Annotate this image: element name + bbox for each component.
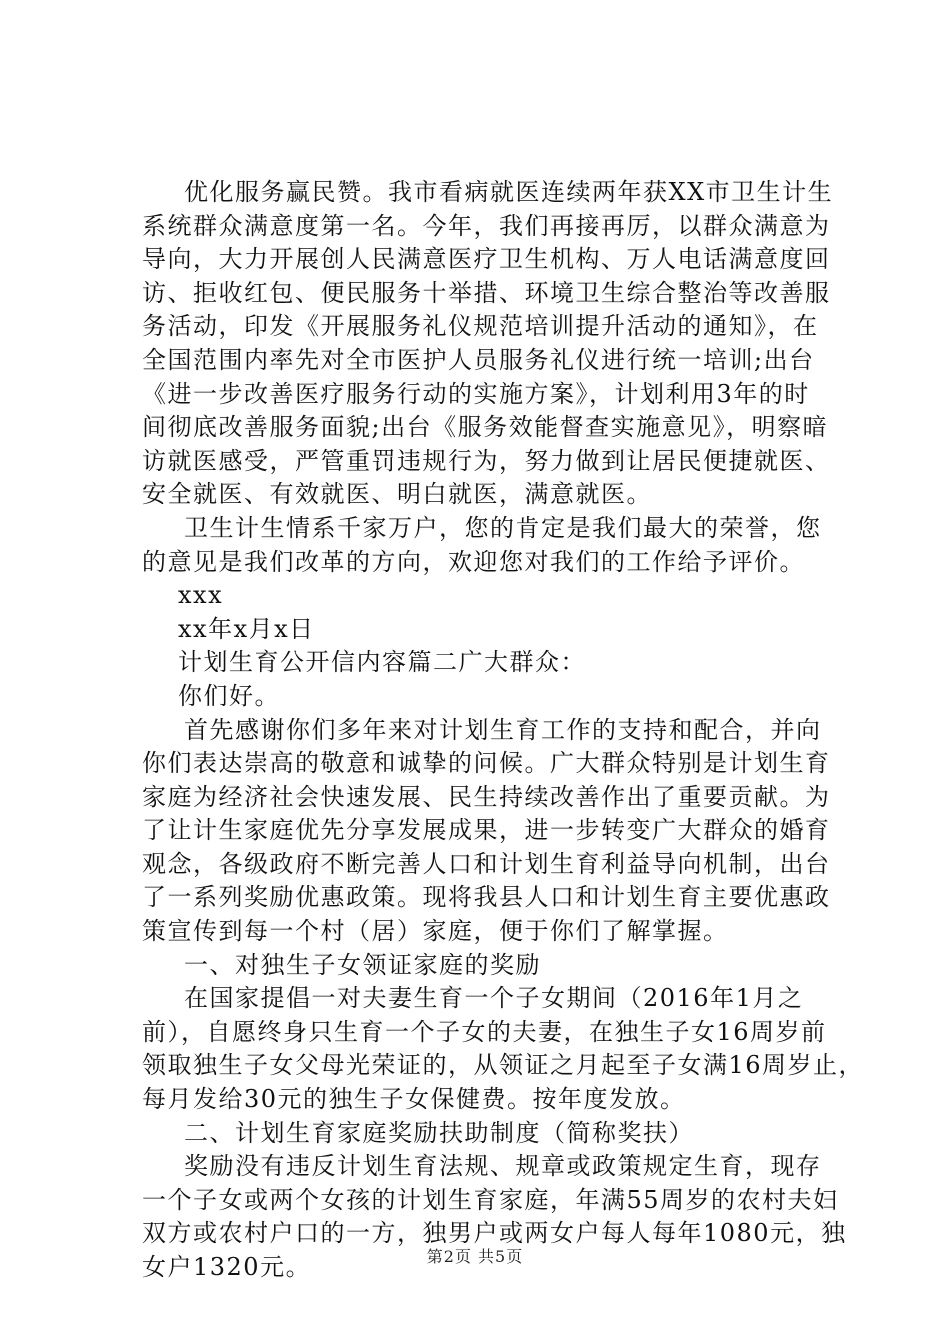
text-line: 在国家提倡一对夫妻生育一个子女期间（2016年1月之 [184,984,804,1013]
paragraph-feedback-invite [142,512,834,579]
document-body [142,176,865,1285]
text-line: 《进一步改善医疗服务行动的实施方案》，计划利用3年的时 [142,379,810,408]
text-line: xxx [178,581,224,610]
text-line: 的意见是我们改革的方向，欢迎您对我们的工作给予评价。 [142,547,805,576]
text-line: 领取独生子女父母光荣证的，从领证之月起至子女满16周岁止， [142,1051,865,1080]
text-line: 安全就医、有效就医、明白就医，满意就医。 [142,480,652,509]
text-line: 每月发给30元的独生子女保健费。按年度发放。 [142,1085,686,1114]
text-line: 了让计生家庭优先分享发展成果，进一步转变广大群众的婚育 [142,816,831,845]
text-line: xx年x月x日 [178,614,315,643]
text-line: 双方或农村户口的一方，独男户或两女户每人每年1080元，独 [142,1219,847,1248]
text-line: 全国范围内率先对全市医护人员服务礼仪进行统一培训;出台 [142,345,815,374]
text-line: 访、拒收红包、便民服务十举措、环境卫生综合整治等改善服 [142,278,831,307]
page-number-footer: 第2页 共5页 [426,1247,524,1266]
text-line: 策宣传到每一个村（居）家庭，便于你们了解掌握。 [142,917,729,946]
text-line: 卫生计生情系千家万户，您的肯定是我们最大的荣誉，您 [184,513,822,542]
text-line: 首先感谢你们多年来对计划生育工作的支持和配合，并向 [184,715,822,744]
text-line: 一个子女或两个女孩的计划生育家庭，年满55周岁的农村夫妇 [142,1185,839,1214]
text-line: 导向，大力开展创人民满意医疗卫生机构、万人电话满意度回 [142,245,831,274]
text-line: 二、计划生育家庭奖励扶助制度（简称奖扶） [184,1118,694,1147]
text-line: 女户1320元。 [142,1253,312,1281]
text-line: 优化服务赢民赞。我市看病就医连续两年获XX市卫生计生 [184,178,834,206]
signature-date [142,613,834,647]
section-heading-letter-two [142,646,834,680]
greeting [142,680,834,714]
paragraph-thanks [142,714,834,949]
heading-one-child-reward [142,949,834,983]
text-line: 你们表达崇高的敬意和诚挚的问候。广大群众特别是计划生育 [142,749,831,778]
text-line: 了一系列奖励优惠政策。现将我县人口和计划生育主要优惠政 [142,883,831,912]
heading-family-reward-system [142,1117,834,1151]
text-line: 访就医感受，严管重罚违规行为，努力做到让居民便捷就医、 [142,446,831,475]
text-line: 系统群众满意度第一名。今年，我们再接再厉，以群众满意为 [142,211,831,240]
paragraph-service-praise [142,176,834,512]
text-line: 观念，各级政府不断完善人口和计划生育利益导向机制，出台 [142,849,831,878]
text-line: 前），自愿终身只生育一个子女的夫妻，在独生子女16周岁前 [142,1017,827,1046]
text-line: 一、对独生子女领证家庭的奖励 [184,950,541,979]
signature-name [142,579,834,613]
text-line: 奖励没有违反计划生育法规、规章或政策规定生育，现存 [184,1152,822,1181]
text-line: 计划生育公开信内容篇二广大群众： [178,648,586,677]
paragraph-one-child-reward [142,982,865,1116]
text-line: 你们好。 [178,681,280,710]
text-line: 家庭为经济社会快速发展、民生持续改善作出了重要贡献。为 [142,782,831,811]
text-line: 间彻底改善服务面貌;出台《服务效能督查实施意见》，明察暗 [142,413,829,442]
text-line: 务活动，印发《开展服务礼仪规范培训提升活动的通知》，在 [142,312,819,341]
